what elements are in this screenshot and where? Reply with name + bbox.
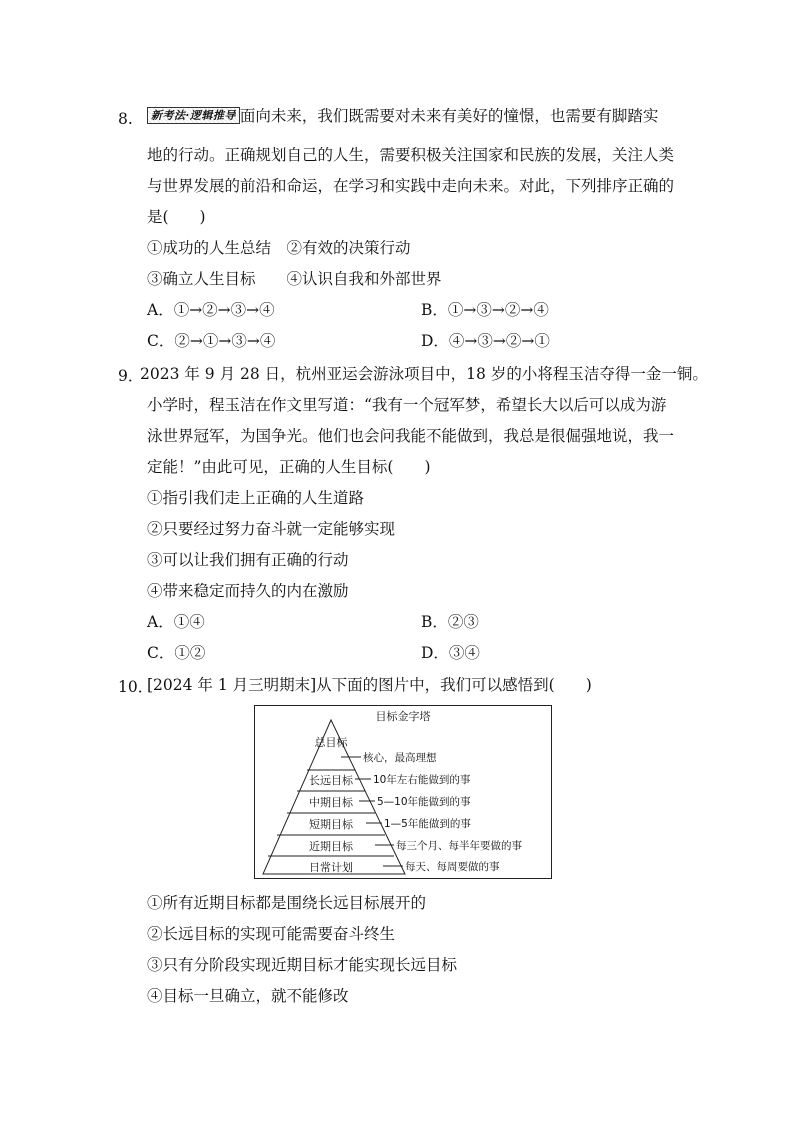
question-8-line-2: 地的行动。正确规划自己的人生，需要积极关注国家和民族的发展，关注人类 [147, 146, 675, 164]
question-10-item-1: ①所有近期目标都是围绕长远目标展开的 [147, 894, 427, 912]
question-9-option-b[interactable]: B．②③ [421, 613, 479, 631]
question-8-line-4: 是( ) [147, 208, 206, 226]
question-9-option-c[interactable]: C．①② [147, 644, 206, 662]
new-method-badge: 新考法·逻辑推导 [147, 107, 240, 124]
layer-label-near-term: 近期目标 [309, 840, 353, 853]
question-10-item-2: ②长远目标的实现可能需要奋斗终生 [147, 925, 396, 943]
question-9-line-4: 定能！”由此可见，正确的人生目标( ) [147, 458, 431, 476]
question-9-line-2: 小学时，程玉洁在作文里写道：“我有一个冠军梦，希望长大以后可以成为游 [147, 396, 667, 414]
question-10-number: 10． [118, 678, 154, 696]
question-9-number: 9． [118, 367, 144, 385]
question-8-option-a[interactable]: A．①→②→③→④ [147, 301, 275, 319]
question-8-option-d[interactable]: D．④→③→②→① [421, 332, 550, 350]
question-8-line-3: 与世界发展的前沿和命运，在学习和实践中走向未来。对此，下列排序正确的 [147, 177, 675, 195]
question-8-option-c[interactable]: C．②→①→③→④ [147, 332, 276, 350]
question-9-option-a[interactable]: A．①④ [147, 613, 205, 631]
layer-label-total: 总目标 [314, 736, 348, 749]
layer-note-short-term: 1—5年能做到的事 [384, 818, 471, 830]
question-9-line-1: 2023 年 9 月 28 日，杭州亚运会游泳项目中，18 岁的小将程玉洁夺得一金一铜。 [140, 365, 708, 383]
question-9-line-3: 泳世界冠军，为国争光。他们也会问我能不能做到，我总是很倔强地说，我一 [147, 427, 675, 445]
layer-label-daily-plan: 日常计划 [309, 861, 353, 874]
layer-note-total: 核心，最高理想 [363, 752, 437, 764]
question-9-item-1: ①指引我们走上正确的人生道路 [147, 489, 365, 507]
question-8-item-2: ③确立人生目标 ④认识自我和外部世界 [147, 270, 442, 288]
layer-label-long-term: 长远目标 [309, 774, 353, 787]
question-10-line-1: [2024 年 1 月三明期末]从下面的图片中，我们可以感悟到( ) [147, 676, 592, 694]
figure-title: 目标金字塔 [375, 710, 431, 723]
layer-note-long-term: 10年左右能做到的事 [373, 774, 471, 786]
question-10-item-4: ④目标一旦确立，就不能修改 [147, 987, 349, 1005]
question-8-line-1 [147, 106, 658, 126]
question-9-item-2: ②只要经过努力奋斗就一定能够实现 [147, 520, 396, 538]
question-9-item-4: ④带来稳定而持久的内在激励 [147, 582, 349, 600]
question-8-number: 8. [118, 110, 133, 128]
layer-note-mid-term: 5—10年能做到的事 [377, 796, 471, 808]
layer-note-near-term: 每三个月、每半年要做的事 [396, 840, 522, 852]
question-9-option-d[interactable]: D．③④ [421, 644, 480, 662]
question-10-item-3: ③只有分阶段实现近期目标才能实现长远目标 [147, 956, 458, 974]
question-8-option-b[interactable]: B．①→③→②→④ [421, 301, 549, 319]
layer-label-mid-term: 中期目标 [309, 796, 353, 809]
goal-pyramid-figure [254, 705, 552, 879]
question-8-text-1: 面向未来，我们既需要对未来有美好的憧憬，也需要有脚踏实 [239, 107, 659, 125]
layer-note-daily-plan: 每天、每周要做的事 [405, 861, 500, 873]
layer-label-short-term: 短期目标 [309, 818, 353, 831]
question-9-item-3: ③可以让我们拥有正确的行动 [147, 551, 349, 569]
question-8-item-1: ①成功的人生总结 ②有效的决策行动 [147, 239, 411, 257]
